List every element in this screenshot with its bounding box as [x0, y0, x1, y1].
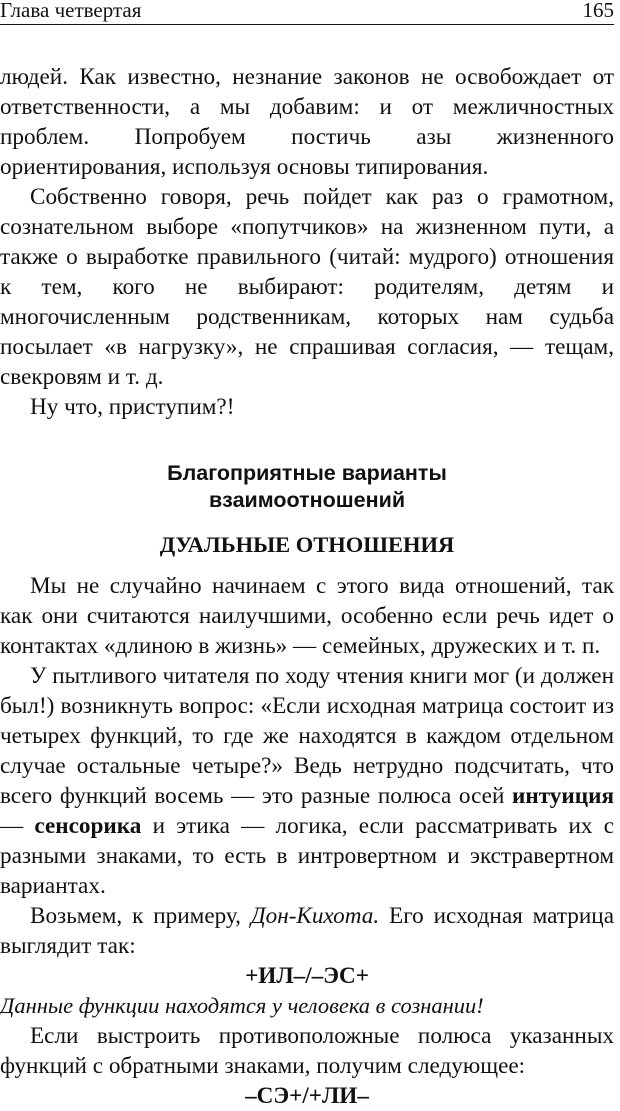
paragraph: [0, 661, 614, 901]
paragraph-text: Его исходная матрица выглядит так:: [0, 903, 614, 959]
paragraph-text: и этика — логика, если рассматривать их с разными знаками, то есть в интровертном и экстравертном вариантах.: [0, 813, 614, 899]
section-title: [0, 460, 614, 514]
paragraph-text: —: [0, 813, 35, 839]
page-number: 165: [582, 0, 614, 22]
italic-term: Дон-Кихота.: [250, 903, 380, 929]
paragraph: Собственно говоря, речь пойдет как раз о грамотном, сознательном выборе «попутчиков» на жизненном пути, а также о выработке правильного (читай: мудрого) отношения к тем, кого не выбирают: родителям, детям и многочисленным родственникам, которых нам судьба посылает «в нагрузку», не спрашивая согласия, — тещам, свекровям и т. д.: [0, 184, 614, 390]
subsection-title: ДУАЛЬНЫЕ ОТНОШЕНИЯ: [159, 532, 455, 557]
chapter-title: Глава четвертая: [0, 0, 142, 22]
section-title-line: взаимоотношений: [208, 488, 406, 512]
bold-term: сенсорика: [34, 813, 142, 839]
running-header: [0, 0, 614, 25]
bold-term: интуиция: [511, 783, 614, 809]
paragraph-text: У пытливого читателя по ходу чтения книги мог (и должен был!) возникнуть вопрос: «Если исходная матрица состоит из четырех функций, то где же находятся в каждом отдельном случае остальные четыре?» Ведь нетрудно подсчитать, что всего функций восемь — это разные полюса осей: [0, 663, 614, 809]
formula: –СЭ+/+ЛИ–: [245, 1083, 369, 1109]
paragraph: Если выстроить противоположные полюса указанных функций с обратными знаками, получим следующее:: [0, 1023, 614, 1079]
page-body: [0, 62, 614, 1111]
paragraph: людей. Как известно, незнание законов не освобождает от ответственности, а мы добавим: и от межличностных проблем. Попробуем постичь азы жизненного ориентирования, используя основы типирования.: [0, 64, 614, 180]
section-title-line: Благоприятные варианты: [167, 461, 447, 485]
paragraph: Мы не случайно начинаем с этого вида отношений, так как они считаются наилучшими, особенно если речь идет о контактах «длиною в жизнь» — семейных, дружеских и т. п.: [0, 573, 614, 659]
italic-note: Данные функции находятся у человека в сознании!: [0, 993, 484, 1018]
paragraph-text: Возьмем, к примеру,: [30, 903, 251, 929]
formula: +ИЛ–/–ЭС+: [245, 963, 369, 989]
paragraph: [0, 901, 614, 961]
paragraph: Ну что, приступим?!: [30, 394, 235, 420]
